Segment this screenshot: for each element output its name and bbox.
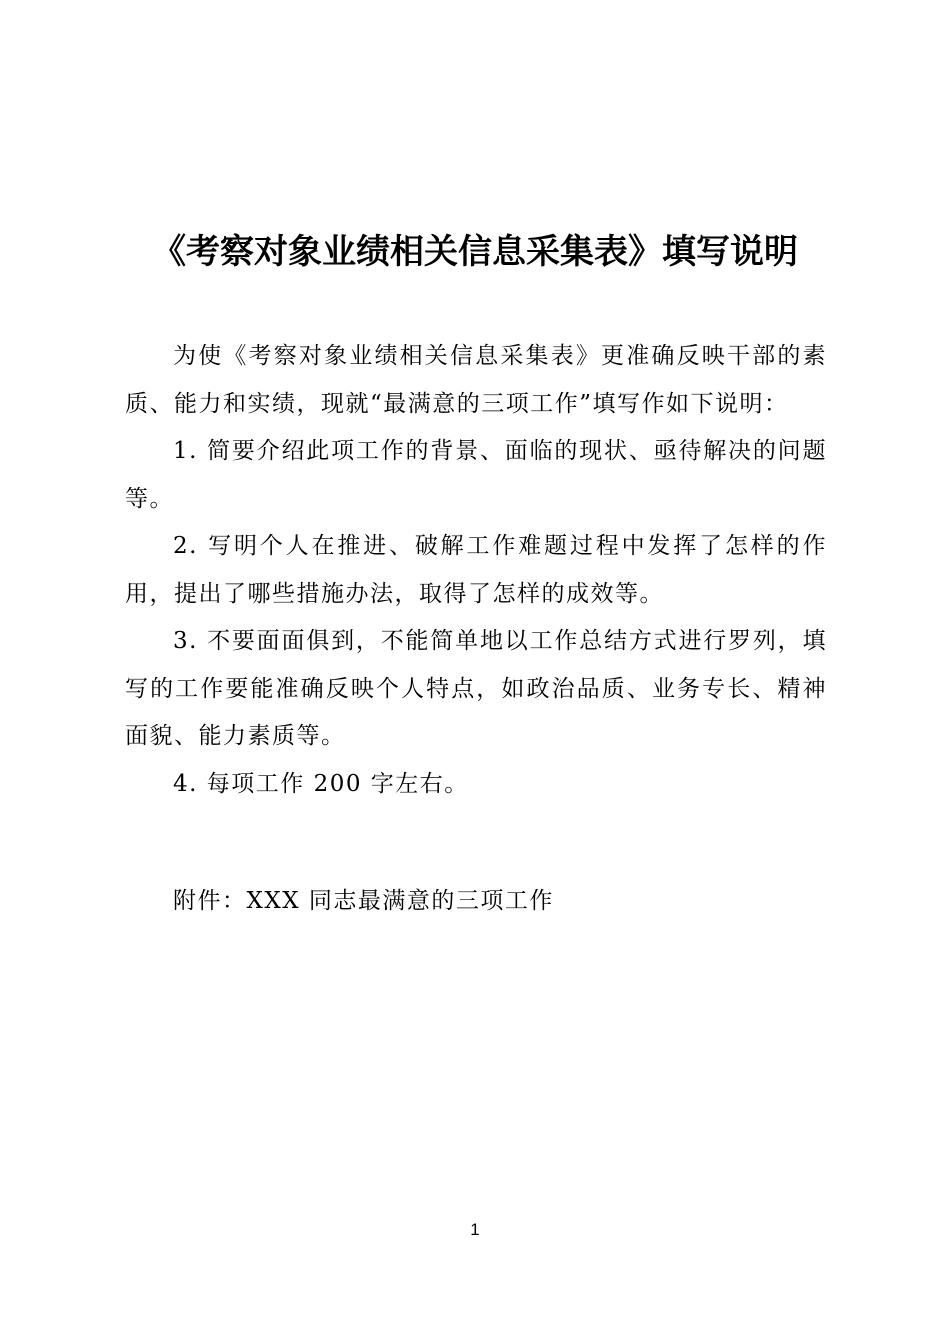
- page-number: 1: [470, 1220, 480, 1239]
- attachment-line: 附件：XXX 同志最满意的三项工作: [173, 888, 554, 914]
- document-title: 《考察对象业绩相关信息采集表》填写说明: [152, 232, 798, 272]
- document-body: [125, 333, 827, 808]
- intro-paragraph: 为使《考察对象业绩相关信息采集表》更准确反映干部的素质、能力和实绩，现就“最满意的三项工作”填写作如下说明：: [125, 343, 827, 417]
- instruction-item-4: 4. 每项工作 200 字左右。: [173, 770, 469, 797]
- instruction-item-3: 3. 不要面面俱到，不能简单地以工作总结方式进行罗列，填写的工作要能准确反映个人特点，如政治品质、业务专长、精神面貌、能力素质等。: [125, 628, 827, 749]
- instruction-item-2: 2. 写明个人在推进、破解工作难题过程中发挥了怎样的作用，提出了哪些措施办法，取得了怎样的成效等。: [125, 533, 827, 607]
- instruction-item-1: 1. 简要介绍此项工作的背景、面临的现状、亟待解决的问题等。: [125, 438, 827, 512]
